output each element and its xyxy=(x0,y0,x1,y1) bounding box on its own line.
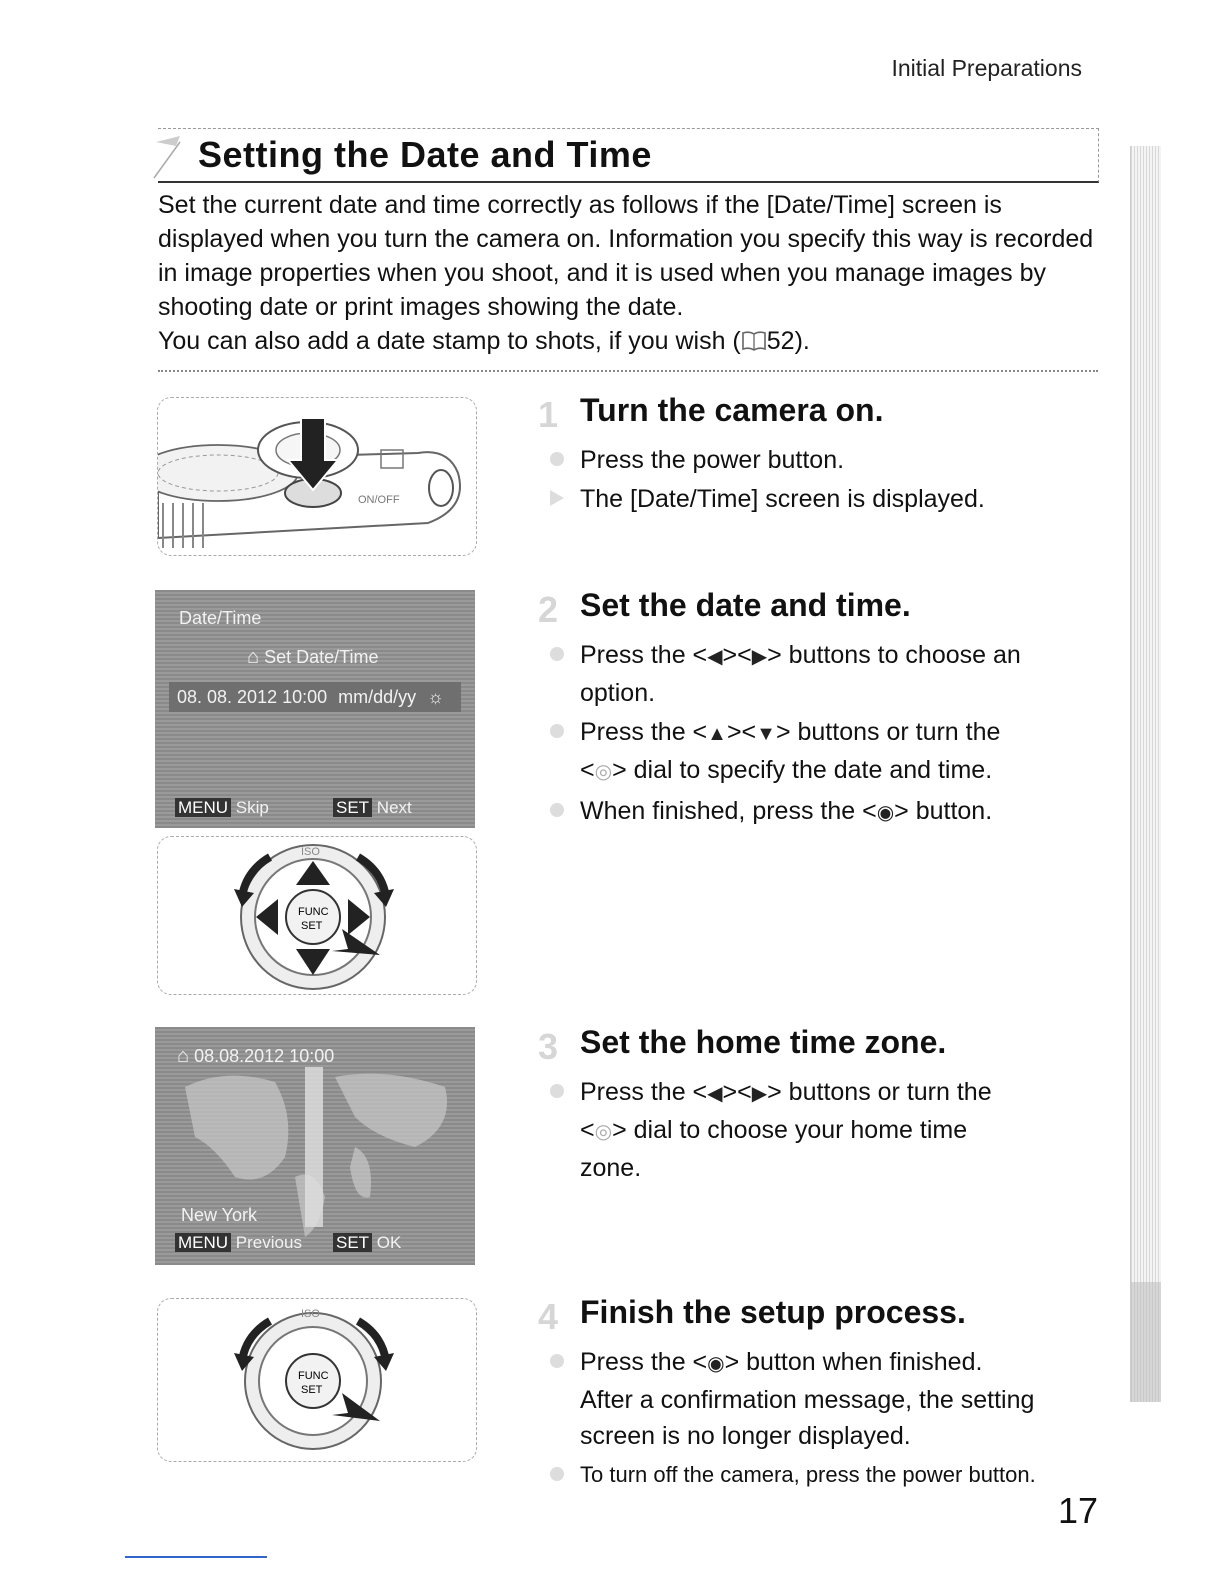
bullet-dot-icon xyxy=(550,452,564,466)
bullet xyxy=(580,714,1100,790)
bullet-text: Press the power button. xyxy=(580,446,845,474)
left-arrow-icon: ◀ xyxy=(707,1083,723,1105)
dial-drawing xyxy=(158,837,476,994)
intro-paragraph: Set the current date and time correctly as follows if the [Date/Time] screen is displayed when you turn the camera on. Information you specify this way is recorded in image properties when you shoot, and it is used when you manage images by shooting date or print images showing the date. xyxy=(158,191,1094,321)
bullet-text: > dial to choose your home time xyxy=(612,1116,968,1144)
step-number: 4 xyxy=(537,1296,559,1337)
date-entry-row xyxy=(169,682,461,712)
date-time-screen xyxy=(155,590,475,828)
step-bullets xyxy=(580,1344,1100,1496)
book-reference-icon xyxy=(741,330,767,352)
time-zone-screen xyxy=(155,1027,475,1265)
iso-label: ISO xyxy=(301,846,320,858)
bullet-text: Press the < xyxy=(580,641,708,669)
screen-heading: Set Date/Time xyxy=(264,647,379,667)
dial-drawing-2 xyxy=(158,1299,476,1461)
bullet-text: Press the < xyxy=(580,1348,708,1376)
camera-top-drawing xyxy=(158,398,476,555)
date-format: mm/dd/yy xyxy=(338,687,417,707)
set-key: SET xyxy=(333,798,372,817)
bullet-text: option. xyxy=(580,679,656,707)
bullet-text: zone. xyxy=(580,1154,642,1182)
bullet-dot-icon xyxy=(550,724,564,738)
bullet-text: > buttons to choose an xyxy=(767,641,1021,669)
step-number: 3 xyxy=(537,1026,559,1067)
menu-key: MENU xyxy=(175,798,231,817)
menu-skip xyxy=(175,798,269,818)
bullet xyxy=(580,442,1100,478)
section-marker-icon xyxy=(150,132,190,180)
bullet-text: >< xyxy=(726,718,757,746)
func-set-illustration xyxy=(157,1298,477,1462)
step-title: Turn the camera on. xyxy=(580,392,884,428)
step-title: Set the date and time. xyxy=(580,587,911,623)
page-title: Setting the Date and Time xyxy=(198,134,652,175)
map-datetime-row xyxy=(177,1045,334,1068)
bullet-text: When finished, press the < xyxy=(580,797,877,825)
iso-label: ISO xyxy=(301,1308,320,1320)
footer-rule xyxy=(125,1556,267,1558)
set-label: SET xyxy=(301,1384,323,1396)
running-header: Initial Preparations xyxy=(891,55,1082,81)
bullet-text: Press the < xyxy=(580,718,708,746)
set-next xyxy=(333,798,412,818)
set-ok xyxy=(333,1233,401,1253)
intro-note xyxy=(158,324,1098,358)
bullet-text: > button when finished. xyxy=(724,1348,983,1376)
control-dial-icon: ◎ xyxy=(594,1121,613,1143)
func-set-button-icon: ◉ xyxy=(707,1353,725,1375)
right-arrow-icon: ▶ xyxy=(751,1083,768,1105)
set-label: SET xyxy=(301,920,323,932)
step-title: Set the home time zone. xyxy=(580,1024,947,1060)
bullet-dot-icon xyxy=(550,647,564,661)
step-bullets xyxy=(580,637,1100,834)
dst-icon: ☼ xyxy=(427,687,444,707)
bullet-dot-icon xyxy=(550,1084,564,1098)
func-set-button-icon: ◉ xyxy=(876,802,895,824)
bullet-dot-icon xyxy=(550,803,564,817)
city-name: New York xyxy=(181,1205,258,1225)
note-suffix: ). xyxy=(794,327,810,355)
bullet-text: > buttons or turn the xyxy=(767,1078,992,1106)
down-arrow-icon: ▼ xyxy=(756,723,776,745)
power-button-illustration xyxy=(157,397,477,556)
control-dial-illustration xyxy=(157,836,477,995)
up-arrow-icon: ▲ xyxy=(707,723,727,745)
page-number: 17 xyxy=(1057,1490,1098,1531)
bullet xyxy=(580,637,1100,711)
bullet-dot-icon xyxy=(550,1354,564,1368)
screen-heading-row xyxy=(247,646,378,669)
left-arrow-icon: ◀ xyxy=(707,646,723,668)
right-arrow-icon: ▶ xyxy=(751,646,768,668)
step-number: 1 xyxy=(537,394,559,435)
note-page-ref: 52 xyxy=(766,327,795,355)
bullet-text: >< xyxy=(722,641,752,669)
bullet-text: > buttons or turn the xyxy=(775,718,1001,746)
screen-header: Date/Time xyxy=(179,608,262,628)
bullet-dot-icon xyxy=(550,1467,564,1481)
menu-skip-label: Skip xyxy=(235,798,269,817)
bullet-text: screen is no longer displayed. xyxy=(580,1422,911,1450)
home-icon: ⌂ xyxy=(177,1045,190,1067)
bullet-text: > dial to specify the date and time. xyxy=(612,756,993,784)
bullet xyxy=(580,1344,1100,1454)
bullet xyxy=(580,1074,1100,1186)
bullet-text: < xyxy=(580,756,595,784)
date-value: 08. 08. 2012 10:00 xyxy=(177,687,328,707)
set-next-label: Next xyxy=(376,798,412,817)
step-bullets xyxy=(580,442,1100,520)
intro-divider xyxy=(158,370,1098,372)
side-thumb-tab xyxy=(1130,146,1161,1402)
bullet xyxy=(580,1457,1100,1493)
result-bullet xyxy=(580,481,1100,517)
note-prefix: You can also add a date stamp to shots, if you wish ( xyxy=(158,327,741,355)
control-dial-icon: ◎ xyxy=(594,761,613,783)
menu-previous-label: Previous xyxy=(235,1233,302,1252)
bullet-text: After a confirmation message, the setting xyxy=(580,1386,1035,1414)
menu-key: MENU xyxy=(175,1233,231,1252)
step-title: Finish the setup process. xyxy=(580,1294,966,1330)
bullet xyxy=(580,793,1100,831)
set-key: SET xyxy=(333,1233,372,1252)
func-label: FUNC xyxy=(298,1370,329,1382)
set-ok-label: OK xyxy=(376,1233,402,1252)
step-bullets xyxy=(580,1074,1100,1189)
side-tab-marker xyxy=(1131,1282,1161,1402)
bullet-text: >< xyxy=(722,1078,752,1106)
bullet-text: < xyxy=(580,1116,595,1144)
intro-text xyxy=(158,188,1098,358)
menu-previous xyxy=(175,1233,302,1253)
bullet-text: Press the < xyxy=(580,1078,708,1106)
bullet-text: The [Date/Time] screen is displayed. xyxy=(580,485,985,513)
bullet-text: To turn off the camera, press the power button. xyxy=(580,1462,1036,1487)
bullet-text: > button. xyxy=(894,797,993,825)
step-number: 2 xyxy=(537,589,559,630)
func-label: FUNC xyxy=(298,906,329,918)
map-datetime: 08.08.2012 10:00 xyxy=(194,1046,335,1066)
home-icon: ⌂ xyxy=(247,646,260,668)
result-arrow-icon xyxy=(550,490,564,506)
power-switch-label: ON/OFF xyxy=(358,494,400,506)
